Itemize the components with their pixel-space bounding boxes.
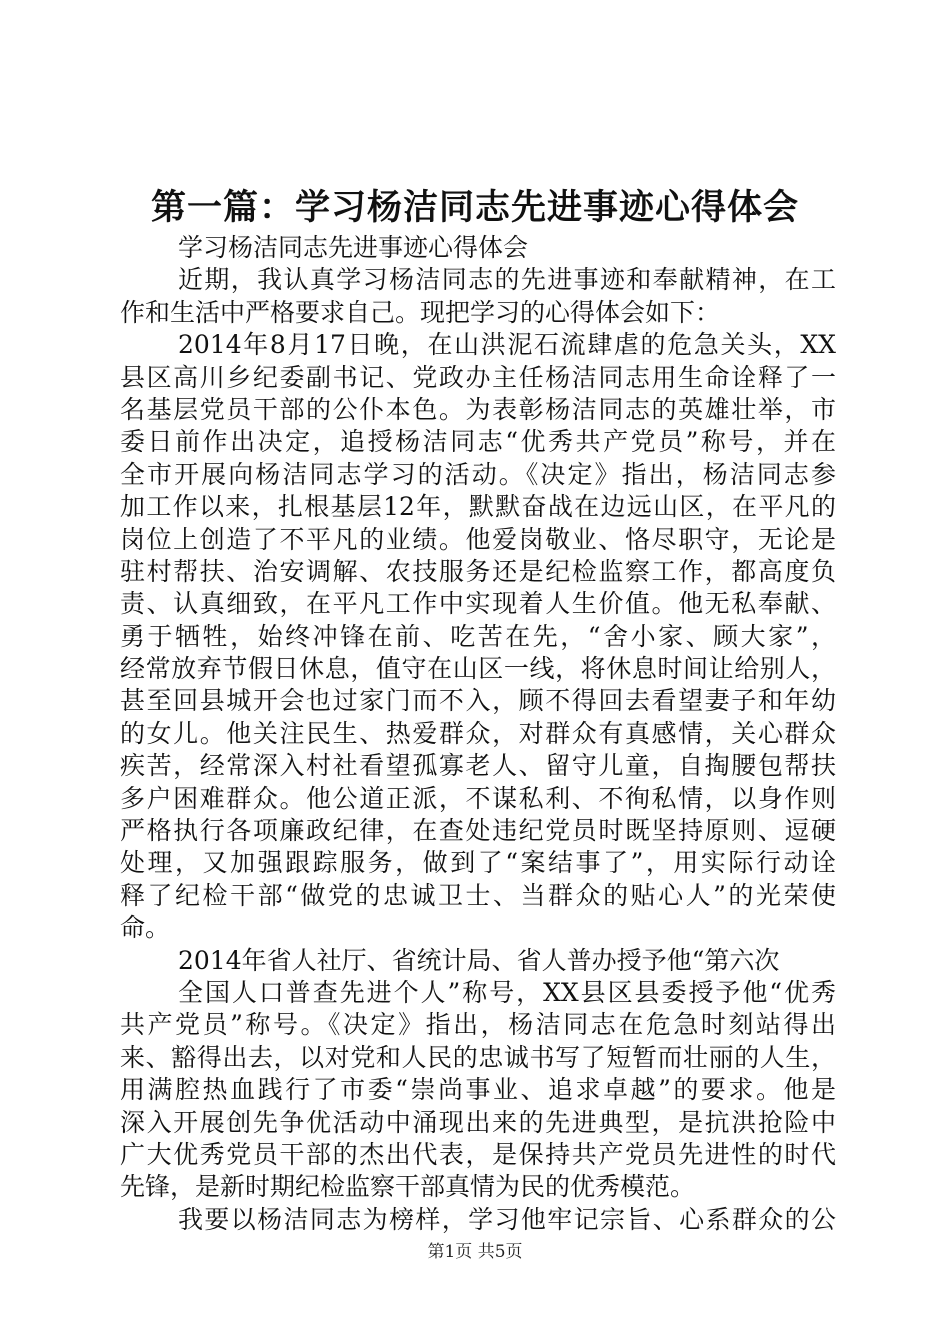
text-line: 名基层党员干部的公仆本色。为表彰杨洁同志的英雄壮举，市: [120, 394, 836, 424]
text-line: 责、认真细致，在平凡工作中实现着人生价值。他无私奉献、: [120, 589, 836, 619]
text-line: 甚至回县城开会也过家门而不入，顾不得回去看望妻子和年幼: [120, 686, 836, 716]
text-line: 疾苦，经常深入村社看望孤寡老人、留守儿童，自掏腰包帮扶: [120, 751, 836, 781]
text-line: 处理，又加强跟踪服务，做到了“案结事了”，用实际行动诠: [120, 848, 836, 878]
text-line: 深入开展创先争优活动中涌现出来的先进典型，是抗洪抢险中: [120, 1107, 836, 1137]
text-line: 经常放弃节假日休息，值守在山区一线，将休息时间让给别人，: [120, 654, 836, 684]
text-line: 全市开展向杨洁同志学习的活动。《决定》指出，杨洁同志参: [120, 459, 836, 489]
text-line: 驻村帮扶、治安调解、农技服务还是纪检监察工作，都高度负: [120, 556, 836, 586]
text-line: 的女儿。他关注民生、热爱群众，对群众有真感情，关心群众: [120, 718, 836, 748]
text-line: 多户困难群众。他公道正派，不谋私利、不徇私情，以身作则: [120, 783, 836, 813]
text-line: 加工作以来，扎根基层12年，默默奋战在边远山区，在平凡的: [120, 492, 836, 522]
text-line: 共产党员”称号。《决定》指出，杨洁同志在危急时刻站得出: [120, 1010, 836, 1040]
text-line: 勇于牺牲，始终冲锋在前、吃苦在先，“舍小家、顾大家”，: [120, 621, 836, 651]
text-line: 2014年8月17日晚，在山洪泥石流肆虐的危急关头，XX: [178, 330, 836, 360]
document-title: 第一篇：学习杨洁同志先进事迹心得体会: [150, 187, 799, 228]
text-line: 2014年省人社厅、省统计局、省人普办授予他“第六次: [178, 945, 780, 975]
text-line: 作和生活中严格要求自己。现把学习的心得体会如下：: [120, 297, 721, 327]
text-line: 严格执行各项廉政纪律，在查处违纪党员时既坚持原则、逗硬: [120, 816, 836, 846]
text-line: 全国人口普查先进个人”称号，XX县区县委授予他“优秀: [178, 977, 836, 1007]
text-line: 学习杨洁同志先进事迹心得体会: [178, 233, 529, 262]
document-body: [120, 232, 836, 1236]
text-line: 我要以杨洁同志为榜样，学习他牢记宗旨、心系群众的公: [178, 1204, 836, 1234]
text-line: 近期，我认真学习杨洁同志的先进事迹和奉献精神，在工: [178, 265, 836, 295]
text-line: 岗位上创造了不平凡的业绩。他爱岗敬业、恪尽职守，无论是: [120, 524, 836, 554]
text-line: 先锋，是新时期纪检监察干部真情为民的优秀模范。: [120, 1172, 696, 1202]
text-line: 县区高川乡纪委副书记、党政办主任杨洁同志用生命诠释了一: [120, 362, 836, 392]
text-line: 释了纪检干部“做党的忠诚卫士、当群众的贴心人”的光荣使: [120, 880, 836, 910]
text-line: 命。: [120, 913, 171, 943]
text-line: 委日前作出决定，追授杨洁同志“优秀共产党员”称号，并在: [120, 427, 836, 457]
text-line: 用满腔热血践行了市委“崇尚事业、追求卓越”的要求。他是: [120, 1075, 836, 1105]
text-line: 广大优秀党员干部的杰出代表，是保持共产党员先进性的时代: [120, 1139, 836, 1169]
page-footer: 第1页 共5页: [427, 1242, 523, 1262]
text-line: 来、豁得出去，以对党和人民的忠诚书写了短暂而壮丽的人生，: [120, 1042, 836, 1072]
